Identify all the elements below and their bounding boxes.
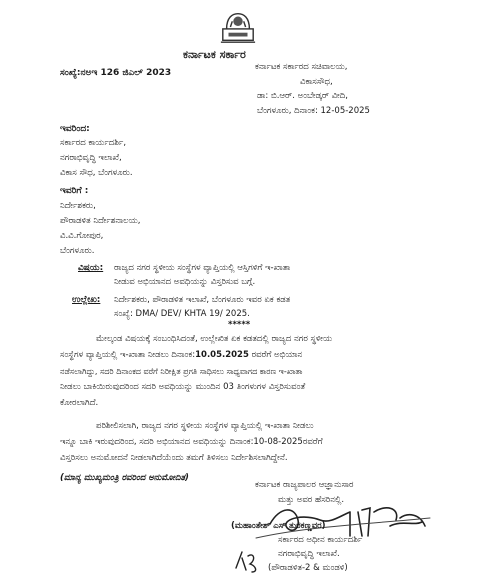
approval-note: (ಮಾನ್ಯ ಮುಖ್ಯಮಂತ್ರಿ ರವರಿಂದ ಅನುಮೋದಿತ) bbox=[60, 473, 189, 483]
to-line-2: ಪೌರಾಡಳಿತ ನಿರ್ದೇಶನಾಲಯ, bbox=[60, 216, 141, 226]
para2-line-1: ಪರಿಶೀಲಿಸಲಾಗಿ, ರಾಜ್ಯದ ನಗರ ಸ್ಥಳೀಯ ಸಂಸ್ಥೆಗಳ ವ್ಯಾಪ್ತಿಯಲ್ಲಿ ಇ-ಖಾತಾ ನೀಡಲು bbox=[96, 421, 314, 431]
reference-line-2: ಸಂಖ್ಯೆ: DMA/ DEV/ KHTA 19/ 2025. bbox=[114, 309, 250, 319]
signatory-designation-1: ಸರ್ಕಾರದ ಅಧೀನ ಕಾರ್ಯದರ್ಶಿ bbox=[278, 535, 363, 545]
office-line-1: ಕರ್ನಾಟಕ ಸರ್ಕಾರದ ಸಚಿವಾಲಯ, bbox=[255, 62, 348, 72]
to-label: ಇವರಿಗೆ : bbox=[60, 186, 89, 196]
para1-line-2 bbox=[60, 350, 302, 361]
from-label: ಇವರಿಂದ: bbox=[60, 124, 90, 134]
separator-stars: ***** bbox=[228, 320, 251, 330]
para2-line-2: ಇನ್ನೂ ಬಾಕಿ ಇರುವುದರಿಂದ, ಸದರಿ ಅಭಿಯಾನದ ಅವಧಿಯನ್ನು ದಿನಾಂಕ:10-08-2025ರವರೆಗೆ bbox=[60, 437, 323, 447]
government-emblem-icon bbox=[219, 8, 257, 46]
signature-line-1: ಕರ್ನಾಟಕ ರಾಜ್ಯಪಾಲರ ಆಜ್ಞಾನುಸಾರ bbox=[255, 480, 354, 490]
signatory-designation-3: (ಪೌರಾಡಳಿತ-2 & ಮಂಡಳಿ) bbox=[268, 563, 348, 573]
subject-line-2: ನೀಡುವ ಅಭಿಯಾನದ ಅವಧಿಯನ್ನು ವಿಸ್ತರಿಸುವ ಬಗ್ಗೆ. bbox=[114, 277, 256, 287]
para1-date: 10.05.2025 bbox=[195, 350, 249, 360]
to-line-4: ಬೆಂಗಳೂರು. bbox=[60, 246, 95, 256]
para1-line-3: ನಡೆಸಲಾಗಿದ್ದು, ಸದರಿ ದಿನಾಂಕದ ವರೆಗೆ ನಿರೀಕ್ಷಿತ ಪ್ರಗತಿ ಸಾಧಿಸಲು ಸಾಧ್ಯವಾಗದ ಕಾರಣ ಇ-ಖಾತಾ bbox=[60, 367, 303, 376]
reference-number: ಸಂಖ್ಯೆ:ನಅಇ 126 ಜಿಎಲ್ 2023 bbox=[60, 68, 172, 78]
to-line-1: ನಿರ್ದೇಶಕರು, bbox=[60, 201, 96, 211]
reference-line-1: ನಿರ್ದೇಶಕರು, ಪೌರಾಡಳಿತ ಇಲಾಖೆ, ಬೆಂಗಳೂರು ಇವರ ಏಕ ಕಡತ bbox=[114, 295, 291, 305]
para1-line-1: ಮೇಲ್ಕಂಡ ವಿಷಯಕ್ಕೆ ಸಂಬಂಧಿಸಿದಂತೆ, ಉಲ್ಲೇಖಿತ ಏಕ ಕಡತದಲ್ಲಿ ರಾಜ್ಯದ ನಗರ ಸ್ಥಳೀಯ bbox=[96, 334, 333, 344]
signature-line-2: ಮತ್ತು ಅವರ ಹೆಸರಿನಲ್ಲಿ. bbox=[278, 495, 345, 505]
from-line-1: ಸರ್ಕಾರದ ಕಾರ್ಯದರ್ಶಿ, bbox=[60, 138, 127, 148]
to-line-3: ವಿ.ವಿ.ಗೋಪುರ, bbox=[60, 231, 104, 241]
para2-line-3: ವಿಸ್ತರಿಸಲು ಅನುಮೋದನೆ ನೀಡಲಾಗಿದೆಯೆಂದು ತಮಗೆ ತಿಳಿಸಲು ನಿರ್ದೇಶಿಸಲಾಗಿದ್ದೇನೆ. bbox=[60, 453, 288, 463]
para1-line-4: ನೀಡಲು ಬಾಕಿಯಿರುವುದರಿಂದ ಸದರಿ ಅವಧಿಯನ್ನು ಮುಂದಿನ 03 ತಿಂಗಳುಗಳ ವಿಸ್ತರಿಸುವಂತೆ bbox=[60, 382, 306, 392]
para1-line-2-tail: ರವರೆಗೆ ಅಭಿಯಾನ bbox=[248, 350, 303, 360]
subject-line-1: ರಾಜ್ಯದ ನಗರ ಸ್ಥಳೀಯ ಸಂಸ್ಥೆಗಳ ವ್ಯಾಪ್ತಿಯಲ್ಲಿ ಆಸ್ತಿಗಳಿಗೆ ಇ-ಖಾತಾ bbox=[114, 263, 291, 273]
para1-line-2-text: ಸಂಸ್ಥೆಗಳ ವ್ಯಾಪ್ತಿಯಲ್ಲಿ ಇ-ಖಾತಾ ನೀಡಲು ದಿನಾಂಕ: bbox=[60, 350, 196, 360]
from-line-3: ವಿಕಾಸ ಸೌಧ, ಬೆಂಗಳೂರು. bbox=[60, 168, 133, 178]
subject-label: ವಿಷಯ: bbox=[78, 263, 104, 273]
para1-line-5: ಕೋರಲಾಗಿದೆ. bbox=[60, 398, 99, 408]
signatory-name: (ಮಹಾಂತೇಶ್ ಎಸ್ ತುರಕಣ್ಣವರ) bbox=[231, 521, 326, 531]
office-date: ಬೆಂಗಳೂರು, ದಿನಾಂಕ: 12-05-2025 bbox=[257, 106, 370, 116]
page-title: ಕರ್ನಾಟಕ ಸರ್ಕಾರ bbox=[183, 48, 246, 61]
reference-label: ಉಲ್ಲೇಖ: bbox=[72, 295, 101, 305]
initials-mark bbox=[232, 548, 264, 576]
office-line-2: ವಿಕಾಸಸೌಧ, bbox=[300, 77, 333, 87]
from-line-2: ನಗರಾಭಿವೃದ್ಧಿ ಇಲಾಖೆ, bbox=[60, 153, 122, 163]
signatory-designation-2: ನಗರಾಭಿವೃದ್ಧಿ ಇಲಾಖೆ. bbox=[278, 549, 340, 559]
office-line-3: ಡಾ: ಬಿ.ಆರ್. ಅಂಬೇಡ್ಕರ್ ವೀದಿ, bbox=[257, 91, 348, 101]
